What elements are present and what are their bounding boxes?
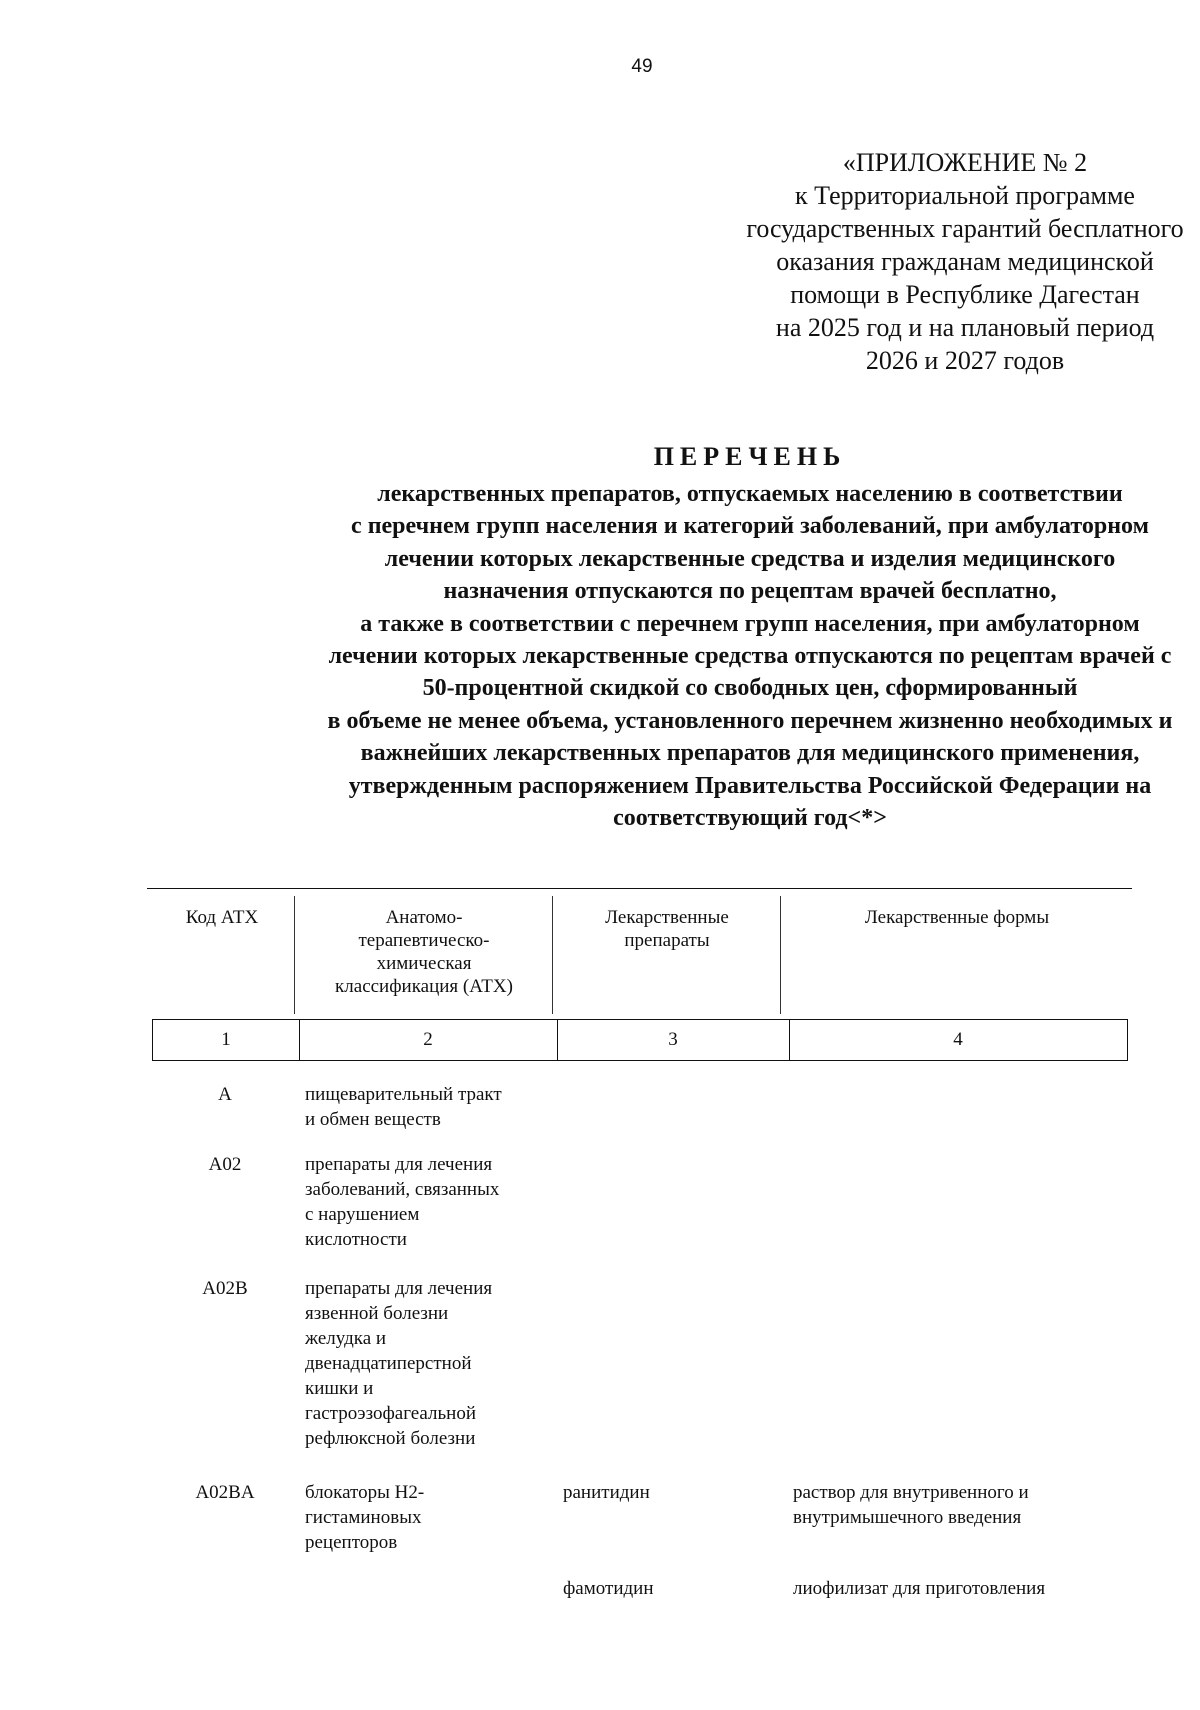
- column-number: 4: [953, 1029, 963, 1050]
- subtitle-line: в объеме не менее объема, установленного перечнем жизненно необходимых и: [327, 707, 1173, 734]
- column-number: 1: [221, 1029, 231, 1050]
- appendix-header: [620, 146, 1200, 377]
- appendix-line: 2026 и 2027 годов: [865, 346, 1065, 375]
- subtitle-line: соответствующий год<*>: [613, 805, 887, 832]
- column-number: 3: [668, 1029, 678, 1050]
- drug-name: ранитидин: [563, 1482, 650, 1503]
- subtitle-line: утвержденным распоряжением Правительства Российской Федерации на: [348, 772, 1152, 799]
- header-divider: [294, 896, 295, 1014]
- subtitle-line: лечении которых лекарственные средства отпускаются по рецептам врачей с: [328, 643, 1172, 670]
- atc-code: A02: [208, 1154, 242, 1175]
- atc-code: A: [218, 1084, 232, 1105]
- table-top-border: [147, 888, 1132, 889]
- header-drugs: Лекарственные препараты: [605, 907, 729, 951]
- atc-description: препараты для лечения заболеваний, связанных с нарушением кислотности: [305, 1154, 500, 1250]
- dosage-forms: раствор для внутривенного и внутримышечного введения: [793, 1482, 1029, 1528]
- atc-code: A02B: [202, 1278, 248, 1299]
- appendix-line: «ПРИЛОЖЕНИЕ № 2: [842, 148, 1088, 177]
- header-atc-classification: Анатомо- терапевтическо- химическая классификация (АТХ): [335, 907, 513, 997]
- subtitle-line: назначения отпускаются по рецептам врачей бесплатно,: [443, 578, 1057, 605]
- column-number-row: [152, 1019, 1128, 1061]
- header-code-atc: Код АТХ: [185, 907, 259, 928]
- column-number: 2: [423, 1029, 433, 1050]
- document-subtitle: [0, 478, 1200, 834]
- document-title: ПЕРЕЧЕНЬ: [653, 442, 847, 471]
- header-divider: [552, 896, 553, 1014]
- appendix-line: к Территориальной программе: [795, 181, 1135, 210]
- appendix-line: на 2025 год и на плановый период: [775, 313, 1155, 342]
- atc-description: препараты для лечения язвенной болезни желудка и двенадцатиперстной кишки и гастроэзофагеальной рефлюксной болезни: [305, 1278, 493, 1449]
- dosage-forms: лиофилизат для приготовления: [793, 1578, 1046, 1599]
- subtitle-line: 50-процентной скидкой со свободных цен, сформированный: [422, 675, 1078, 702]
- appendix-line: государственных гарантий бесплатного: [746, 214, 1184, 243]
- subtitle-line: с перечнем групп населения и категорий заболеваний, при амбулаторном: [351, 513, 1149, 540]
- page-number: 49: [631, 56, 653, 77]
- subtitle-line: а также в соответствии с перечнем групп населения, при амбулаторном: [360, 610, 1140, 637]
- subtitle-line: важнейших лекарственных препаратов для медицинского применения,: [360, 740, 1140, 767]
- subtitle-line: лекарственных препаратов, отпускаемых населению в соответствии: [377, 481, 1123, 507]
- atc-description: блокаторы Н2- гистаминовых рецепторов: [305, 1482, 425, 1553]
- header-divider: [780, 896, 781, 1014]
- appendix-line: оказания гражданам медицинской: [776, 247, 1154, 276]
- atc-code: A02BA: [195, 1482, 255, 1503]
- subtitle-line: лечении которых лекарственные средства и изделия медицинского: [384, 545, 1116, 572]
- header-dosage-forms: Лекарственные формы: [864, 907, 1050, 928]
- atc-description: пищеварительный тракт и обмен веществ: [305, 1084, 502, 1130]
- appendix-line: помощи в Республике Дагестан: [790, 280, 1140, 309]
- drug-name: фамотидин: [563, 1578, 654, 1599]
